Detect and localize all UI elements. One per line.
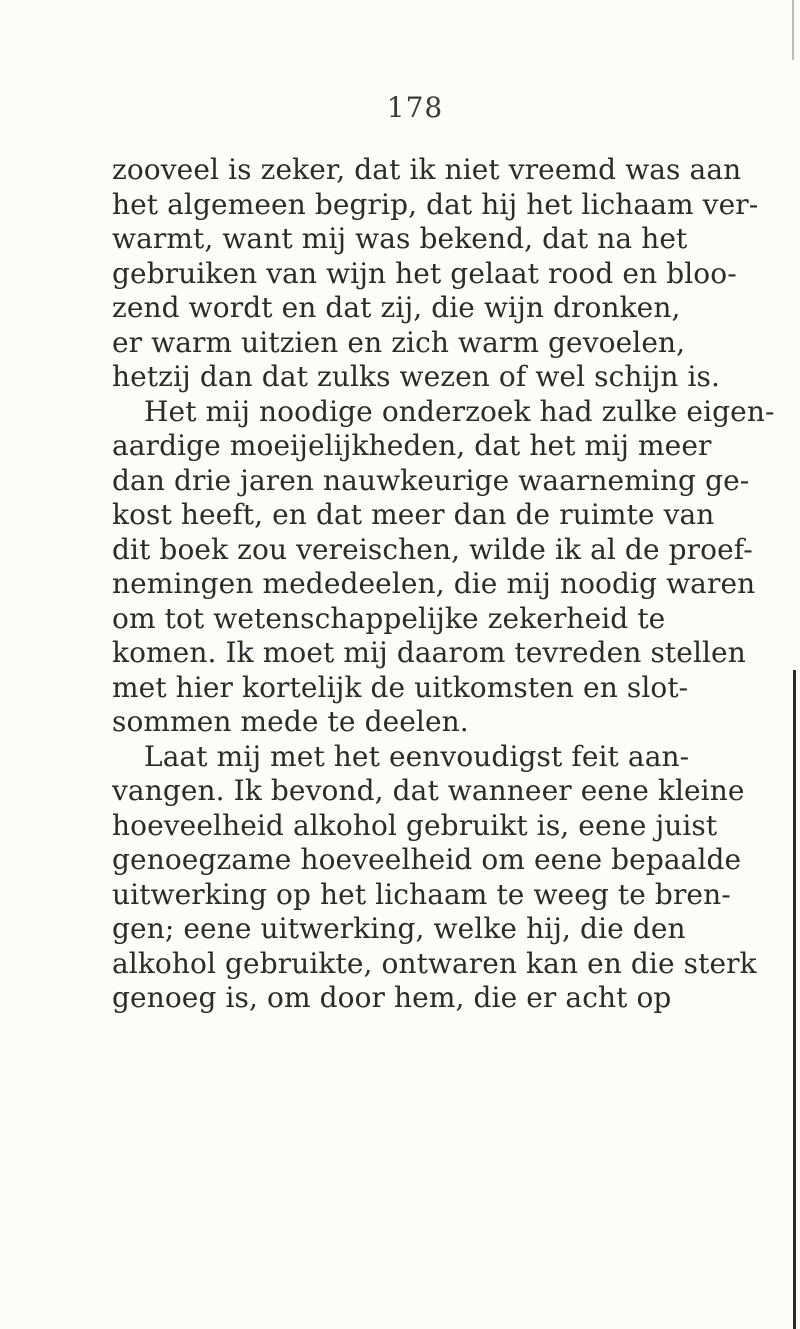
text-line: zend wordt en dat zij, die wijn dronken, xyxy=(112,291,681,324)
text-line: er warm uitzien en zich warm gevoelen, xyxy=(112,325,686,359)
text-line: met hier kortelijk de uitkomsten en slot- xyxy=(112,670,689,704)
text-line: nemingen mededeelen, die mij noodig waren xyxy=(112,567,756,600)
body-text xyxy=(112,153,792,1016)
text-line: dit boek zou vereischen, wilde ik al de proef- xyxy=(112,532,753,566)
text-line: genoeg is, om door hem, die er acht op xyxy=(112,981,672,1014)
text-line: zooveel is zeker, dat ik niet vreemd was aan xyxy=(112,153,742,186)
page-edge-shadow-top xyxy=(792,0,794,60)
text-line: om tot wetenschappelijke zekerheid te xyxy=(112,601,666,635)
page-number: 178 xyxy=(386,91,444,124)
text-line: uitwerking op het lichaam te weeg te bren- xyxy=(112,877,731,911)
text-line: komen. Ik moet mij daarom tevreden stellen xyxy=(112,636,746,669)
text-line: warmt, want mij was bekend, dat na het xyxy=(112,222,688,255)
text-line: gen; eene uitwerking, welke hij, die den xyxy=(112,912,686,945)
text-line: hetzij dan dat zulks wezen of wel schijn is. xyxy=(112,360,721,393)
text-line: gebruiken van wijn het gelaat rood en bloo- xyxy=(112,256,737,290)
paragraph-start-line: Het mij noodige onderzoek had zulke eigen- xyxy=(144,394,775,428)
text-line: het algemeen begrip, dat hij het lichaam ver- xyxy=(112,187,759,221)
text-line: genoegzame hoeveelheid om eene bepaalde xyxy=(112,843,742,876)
text-line: dan drie jaren nauwkeurige waarneming ge- xyxy=(112,463,750,497)
text-line: kost heeft, en dat meer dan de ruimte van xyxy=(112,498,715,531)
paragraph-start-line: Laat mij met het eenvoudigst feit aan- xyxy=(144,739,690,773)
page-edge-border xyxy=(793,670,796,1329)
text-line: sommen mede te deelen. xyxy=(112,705,469,738)
text-line: aardige moeijelijkheden, dat het mij meer xyxy=(112,429,712,462)
text-line: hoeveelheid alkohol gebruikt is, eene juist xyxy=(112,808,718,842)
text-line: vangen. Ik bevond, dat wanneer eene kleine xyxy=(112,774,745,807)
text-line: alkohol gebruikte, ontwaren kan en die sterk xyxy=(112,946,757,980)
